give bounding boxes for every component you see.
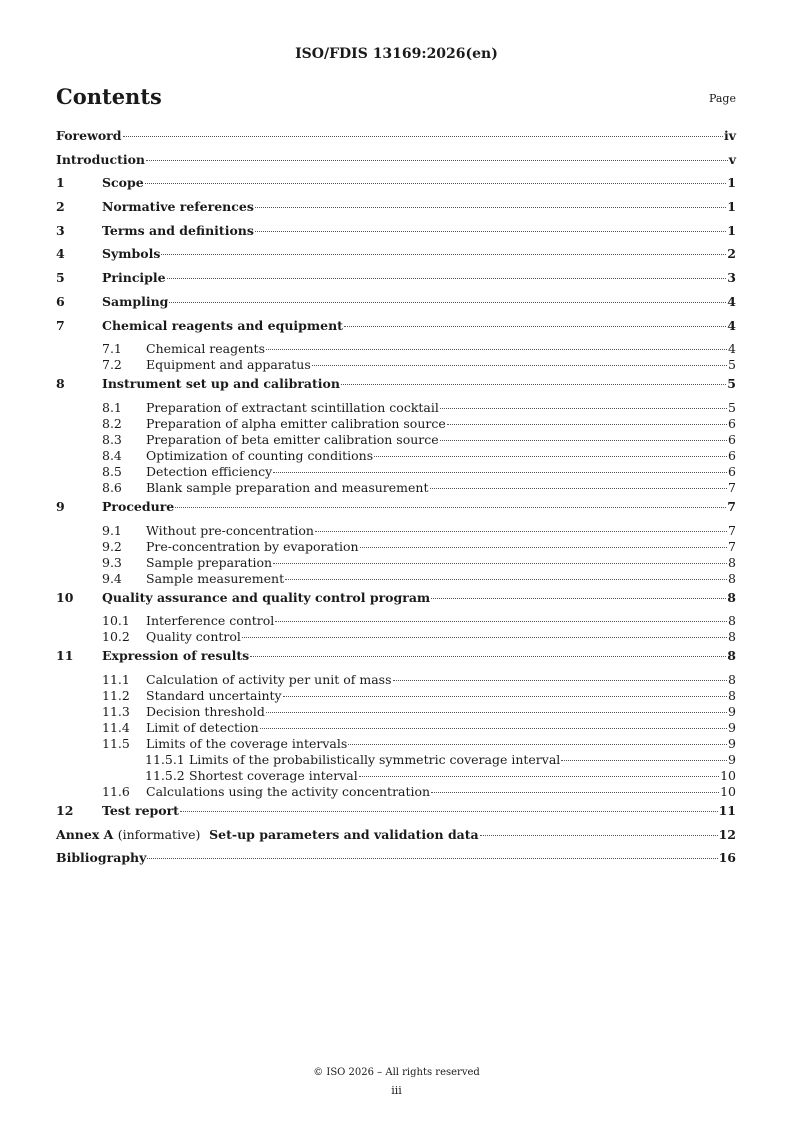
toc-entry[interactable] xyxy=(56,590,736,614)
toc-entry-title: Limit of detection xyxy=(146,719,259,735)
toc-entry-page: 7 xyxy=(728,479,736,495)
toc-leader-dots xyxy=(255,231,726,232)
toc-entry-title: Decision threshold xyxy=(146,703,265,719)
toc-entry-title: Symbols xyxy=(102,246,161,262)
toc-entry-title: Standard uncertainty xyxy=(146,687,282,703)
toc-leader-dots xyxy=(359,776,719,777)
toc-entry[interactable] xyxy=(56,499,736,523)
toc-entry-title: Interference control xyxy=(146,613,275,629)
toc-entry-title: Quality control xyxy=(146,629,241,645)
toc-entry-page: 8 xyxy=(727,589,736,605)
toc-entry-page: 5 xyxy=(728,357,736,373)
toc-leader-dots xyxy=(169,302,726,303)
toc-entry[interactable] xyxy=(56,720,736,736)
toc-entry-number: 11.5.1 xyxy=(145,751,185,767)
toc-entry-page: 6 xyxy=(728,447,736,463)
toc-entry-number: 9.4 xyxy=(102,570,122,586)
page-column-label: Page xyxy=(708,92,736,105)
toc-leader-dots xyxy=(360,547,727,548)
toc-entry-number: 8.3 xyxy=(102,431,122,447)
toc-leader-dots xyxy=(440,440,727,441)
toc-leader-dots xyxy=(123,136,723,137)
toc-leader-dots xyxy=(431,598,726,599)
toc-entry-title: Detection efficiency xyxy=(146,463,273,479)
toc-entry[interactable] xyxy=(56,736,736,752)
toc-entry-number: 6 xyxy=(56,293,65,309)
toc-entry-number: 12 xyxy=(56,802,74,818)
toc-entry-number: 3 xyxy=(56,222,65,238)
toc-entry[interactable] xyxy=(56,672,736,688)
toc-annex-space xyxy=(200,827,209,842)
toc-entry-title: Blank sample preparation and measurement xyxy=(146,479,429,495)
toc-entry[interactable] xyxy=(56,803,736,827)
toc-leader-dots xyxy=(180,811,718,812)
toc-leader-dots xyxy=(393,680,728,681)
toc-entry-title: Expression of results xyxy=(102,648,250,664)
toc-entry-title: Limits of the probabilistically symmetric coverage interval xyxy=(189,751,561,767)
toc-entry-title: Pre-concentration by evaporation xyxy=(146,538,359,554)
toc-entry-number: 11 xyxy=(56,648,74,664)
toc-entry-page: 4 xyxy=(727,317,736,333)
toc-entry[interactable] xyxy=(56,128,736,152)
toc-leader-dots xyxy=(431,792,719,793)
toc-entry-page: 8 xyxy=(727,648,736,664)
toc-entry-page: 8 xyxy=(728,687,736,703)
toc-entry-page: 4 xyxy=(727,293,736,309)
toc-leader-dots xyxy=(341,384,726,385)
toc-leader-dots xyxy=(242,637,727,638)
toc-entry-title: Test report xyxy=(102,802,179,818)
toc-entry-page: 6 xyxy=(728,431,736,447)
toc-leader-dots xyxy=(266,712,727,713)
toc-entry-title: Preparation of alpha emitter calibration source xyxy=(146,415,446,431)
toc-entry-number: 8.4 xyxy=(102,447,122,463)
toc-entry-title: Foreword xyxy=(56,128,122,143)
toc-entry-page: 8 xyxy=(728,629,736,645)
toc-entry[interactable] xyxy=(56,768,736,784)
toc-entry-page: 8 xyxy=(728,671,736,687)
toc-leader-dots xyxy=(161,254,726,255)
toc-entry-page: 5 xyxy=(727,376,736,392)
toc-entry[interactable] xyxy=(56,784,736,800)
toc-entry-number: 4 xyxy=(56,246,65,262)
toc-entry-title: Introduction xyxy=(56,151,146,167)
toc-entry-page: 4 xyxy=(728,341,736,357)
toc-entry-title: Instrument set up and calibration xyxy=(102,376,340,392)
toc-entry-number: 11.6 xyxy=(102,783,130,799)
toc-entry[interactable] xyxy=(56,432,736,448)
toc-entry-page: 1 xyxy=(727,222,736,238)
toc-entry-title: Calculation of activity per unit of mass xyxy=(146,671,392,687)
toc-entry-title: Terms and definitions xyxy=(102,222,254,238)
toc-entry-page: 6 xyxy=(728,463,736,479)
toc-entry-number: 7.2 xyxy=(102,357,122,373)
toc-leader-dots xyxy=(273,472,727,473)
toc-entry-page: 5 xyxy=(728,399,736,415)
toc-entry[interactable] xyxy=(56,555,736,571)
toc-entry-number: 5 xyxy=(56,270,65,286)
toc-leader-dots xyxy=(315,531,727,532)
toc-entry-number: 11.2 xyxy=(102,687,130,703)
toc-entry-title: Quality assurance and quality control program xyxy=(102,589,431,605)
toc-leader-dots xyxy=(260,728,727,729)
toc-entry-number: 9.3 xyxy=(102,554,122,570)
toc-entry[interactable] xyxy=(56,523,736,539)
toc-entry[interactable] xyxy=(56,175,736,199)
toc-entry-page: 16 xyxy=(718,850,736,866)
toc-entry[interactable] xyxy=(56,850,736,874)
toc-entry[interactable] xyxy=(56,827,736,851)
toc-entry-page: 7 xyxy=(728,538,736,554)
toc-entry-number: 9.1 xyxy=(102,522,122,538)
toc-entry-page: iv xyxy=(723,128,736,143)
toc-entry[interactable] xyxy=(56,152,736,176)
toc-entry-page: 8 xyxy=(728,570,736,586)
toc-leader-dots xyxy=(145,183,727,184)
toc-entry-title: Set-up parameters and validation data xyxy=(209,826,479,842)
toc-entry-page: 12 xyxy=(718,826,736,842)
toc-entry[interactable] xyxy=(56,752,736,768)
toc-entry-title: Principle xyxy=(102,270,166,286)
toc-entry-number: 9 xyxy=(56,498,65,514)
toc-leader-dots xyxy=(440,408,727,409)
toc-leader-dots xyxy=(561,760,727,761)
toc-entry-number: 1 xyxy=(56,175,65,191)
toc-leader-dots xyxy=(175,507,726,508)
toc-entry-title: Limits of the coverage intervals xyxy=(146,735,348,751)
toc-entry-number: 7.1 xyxy=(102,341,122,357)
toc-leader-dots xyxy=(344,326,726,327)
toc-leader-dots xyxy=(480,835,718,836)
toc-leader-dots xyxy=(283,696,727,697)
toc-entry-number: 7 xyxy=(56,317,65,333)
toc-leader-dots xyxy=(250,656,726,657)
toc-leader-dots xyxy=(374,456,727,457)
toc-entry-page: 9 xyxy=(728,735,736,751)
toc-entry-page: 10 xyxy=(720,767,736,783)
page-number: iii xyxy=(391,1084,402,1097)
toc-leader-dots xyxy=(147,858,717,859)
toc-entry-number: 8.1 xyxy=(102,399,122,415)
toc-entry-title: Sample measurement xyxy=(146,570,285,586)
toc-leader-dots xyxy=(146,160,728,161)
toc-entry-page: 9 xyxy=(728,719,736,735)
toc-entry[interactable] xyxy=(56,613,736,629)
toc-entry[interactable] xyxy=(56,400,736,416)
toc-entry-page: 7 xyxy=(728,522,736,538)
toc-entry-title: Preparation of extractant scintillation cocktail xyxy=(146,399,439,415)
toc-entry-title: Chemical reagents xyxy=(146,341,266,357)
toc-leader-dots xyxy=(266,349,727,350)
toc-leader-dots xyxy=(348,744,727,745)
toc-leader-dots xyxy=(447,424,727,425)
toc-entry[interactable] xyxy=(56,629,736,645)
toc-entry-title: Procedure xyxy=(102,498,175,514)
toc-entry[interactable] xyxy=(56,571,736,587)
toc-entry-page: 2 xyxy=(727,246,736,262)
toc-leader-dots xyxy=(275,621,727,622)
toc-entry-page: 11 xyxy=(718,802,736,818)
toc-entry[interactable] xyxy=(56,341,736,357)
toc-entry[interactable] xyxy=(56,357,736,373)
toc-entry[interactable] xyxy=(56,464,736,480)
toc-entry-title: Normative references xyxy=(102,199,254,215)
toc-entry-number: 8.5 xyxy=(102,463,122,479)
toc-entry[interactable] xyxy=(56,448,736,464)
toc-entry-page: 3 xyxy=(727,270,736,286)
toc-entry-page: 8 xyxy=(728,613,736,629)
toc-entry-page: 6 xyxy=(728,415,736,431)
toc-entry-number: 8 xyxy=(56,376,65,392)
toc-entry-title: Without pre-concentration xyxy=(146,522,314,538)
toc-entry[interactable] xyxy=(56,246,736,270)
toc-entry-page: 7 xyxy=(727,498,736,514)
toc-entry-title: Chemical reagents and equipment xyxy=(102,317,343,333)
toc-entry[interactable] xyxy=(56,480,736,496)
toc-entry[interactable] xyxy=(56,376,736,400)
toc-entry-title: Shortest coverage interval xyxy=(189,767,358,783)
page-title: Contents xyxy=(56,84,162,109)
toc-entry-title: Sampling xyxy=(102,293,169,309)
toc-entry[interactable] xyxy=(56,199,736,223)
toc-entry[interactable] xyxy=(56,318,736,342)
toc-entry-number: Annex A xyxy=(56,826,114,842)
toc-entry-number: 11.1 xyxy=(102,671,130,687)
toc-entry[interactable] xyxy=(56,704,736,720)
toc-entry[interactable] xyxy=(56,416,736,432)
toc-entry[interactable] xyxy=(56,688,736,704)
table-of-contents xyxy=(56,128,736,874)
toc-entry-title: Scope xyxy=(102,175,144,191)
toc-entry-number: 8.6 xyxy=(102,479,122,495)
toc-entry-number: 11.4 xyxy=(102,719,130,735)
toc-entry-page: 10 xyxy=(720,783,736,799)
toc-entry-number: 10.1 xyxy=(102,613,130,629)
toc-entry-number: 10 xyxy=(56,589,74,605)
toc-leader-dots xyxy=(273,563,727,564)
toc-leader-dots xyxy=(312,365,727,366)
toc-entry-number: 11.3 xyxy=(102,703,130,719)
toc-entry-title: Calculations using the activity concentration xyxy=(146,783,431,799)
toc-entry-title: Equipment and apparatus xyxy=(146,357,311,373)
toc-entry-page: 9 xyxy=(728,751,736,767)
toc-entry[interactable] xyxy=(56,648,736,672)
toc-entry-title: Sample preparation xyxy=(146,554,273,570)
toc-entry-page: 8 xyxy=(728,554,736,570)
copyright-footer: © ISO 2026 – All rights reserved xyxy=(313,1067,480,1078)
toc-entry[interactable] xyxy=(56,539,736,555)
toc-entry-number: 11.5.2 xyxy=(145,767,185,783)
toc-entry-title: Optimization of counting conditions xyxy=(146,447,374,463)
toc-entry-number: 2 xyxy=(56,199,65,215)
toc-entry-page: 9 xyxy=(728,703,736,719)
toc-entry[interactable] xyxy=(56,270,736,294)
toc-leader-dots xyxy=(167,278,727,279)
toc-leader-dots xyxy=(430,488,728,489)
toc-entry-page: 1 xyxy=(727,199,736,215)
toc-entry-page: v xyxy=(728,151,736,167)
toc-entry-page: 1 xyxy=(727,175,736,191)
document-header: ISO/FDIS 13169:2026(en) xyxy=(295,46,498,62)
toc-entry-title: Preparation of beta emitter calibration source xyxy=(146,431,439,447)
toc-leader-dots xyxy=(255,207,726,208)
toc-entry[interactable] xyxy=(56,294,736,318)
toc-annex-qualifier: (informative) xyxy=(117,826,201,842)
toc-entry-number: 8.2 xyxy=(102,415,122,431)
toc-entry-number: 9.2 xyxy=(102,538,122,554)
toc-entry[interactable] xyxy=(56,223,736,247)
toc-leader-dots xyxy=(285,579,727,580)
toc-entry-number: 10.2 xyxy=(102,629,130,645)
toc-entry-number: 11.5 xyxy=(102,735,130,751)
toc-entry-title: Bibliography xyxy=(56,850,147,866)
